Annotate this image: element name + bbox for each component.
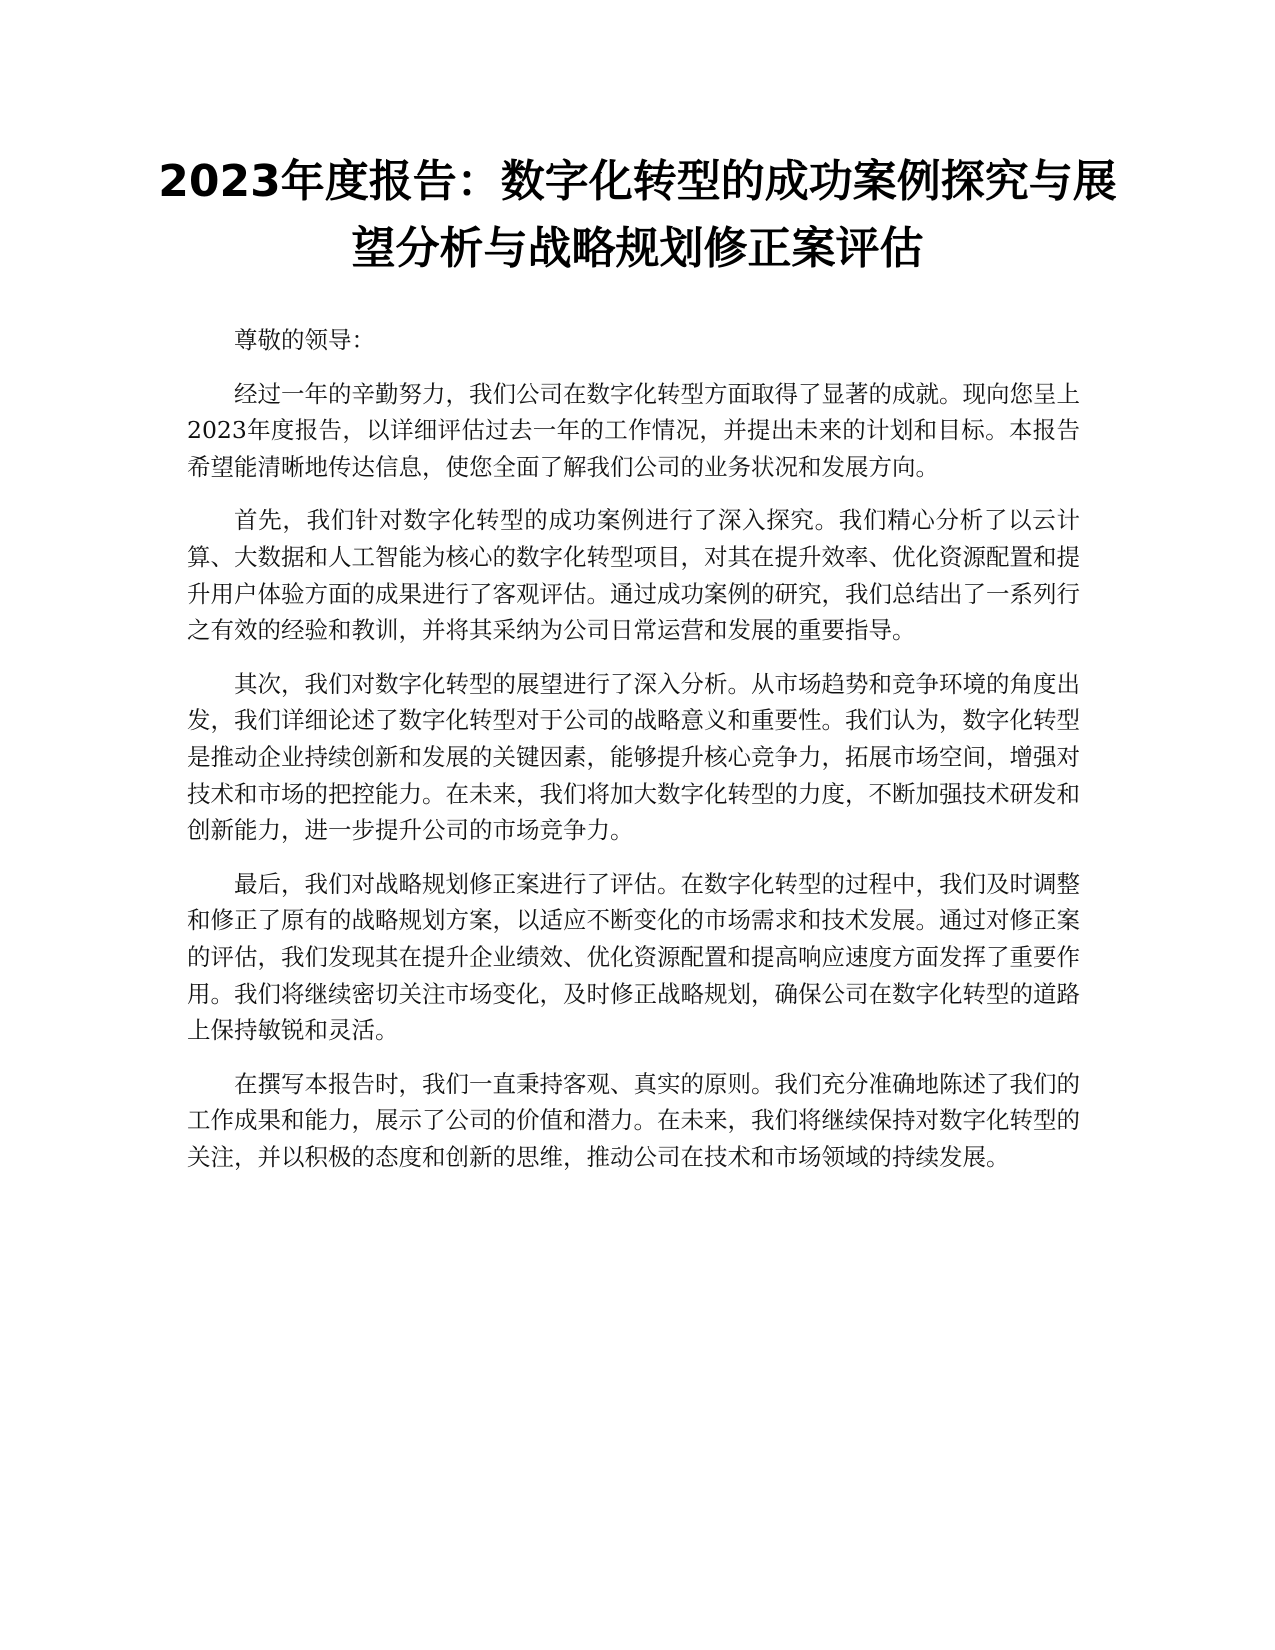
paragraph-intro: 经过一年的辛勤努力，我们公司在数字化转型方面取得了显著的成就。现向您呈上2023年度报告，以详细评估过去一年的工作情况，并提出未来的计划和目标。本报告希望能清晰地传达信息，使您全面了解我们公司的业务状况和发展方向。 <box>187 379 1080 481</box>
paragraph-strategy-amendment: 最后，我们对战略规划修正案进行了评估。在数字化转型的过程中，我们及时调整和修正了原有的战略规划方案，以适应不断变化的市场需求和技术发展。通过对修正案的评估，我们发现其在提升企业绩效、优化资源配置和提高响应速度方面发挥了重要作用。我们将继续密切关注市场变化，及时修正战略规划，确保公司在数字化转型的道路上保持敏锐和灵活。 <box>187 869 1080 1045</box>
paragraph-conclusion: 在撰写本报告时，我们一直秉持客观、真实的原则。我们充分准确地陈述了我们的工作成果和能力，展示了公司的价值和潜力。在未来，我们将继续保持对数字化转型的关注，并以积极的态度和创新的思维，推动公司在技术和市场领域的持续发展。 <box>187 1069 1080 1171</box>
document-title: 2023年度报告：数字化转型的成功案例探究与展望分析与战略规划修正案评估 <box>158 156 1117 274</box>
paragraph-case-study: 首先，我们针对数字化转型的成功案例进行了深入探究。我们精心分析了以云计算、大数据和人工智能为核心的数字化转型项目，对其在提升效率、优化资源配置和提升用户体验方面的成果进行了客观评估。通过成功案例的研究，我们总结出了一系列行之有效的经验和教训，并将其采纳为公司日常运营和发展的重要指导。 <box>187 506 1080 645</box>
salutation: 尊敬的领导： <box>234 326 375 354</box>
paragraph-outlook: 其次，我们对数字化转型的展望进行了深入分析。从市场趋势和竞争环境的角度出发，我们详细论述了数字化转型对于公司的战略意义和重要性。我们认为，数字化转型是推动企业持续创新和发展的关键因素，能够提升核心竞争力，拓展市场空间，增强对技术和市场的把控能力。在未来，我们将加大数字化转型的力度，不断加强技术研发和创新能力，进一步提升公司的市场竞争力。 <box>187 669 1080 845</box>
document-body <box>187 322 1080 1192</box>
